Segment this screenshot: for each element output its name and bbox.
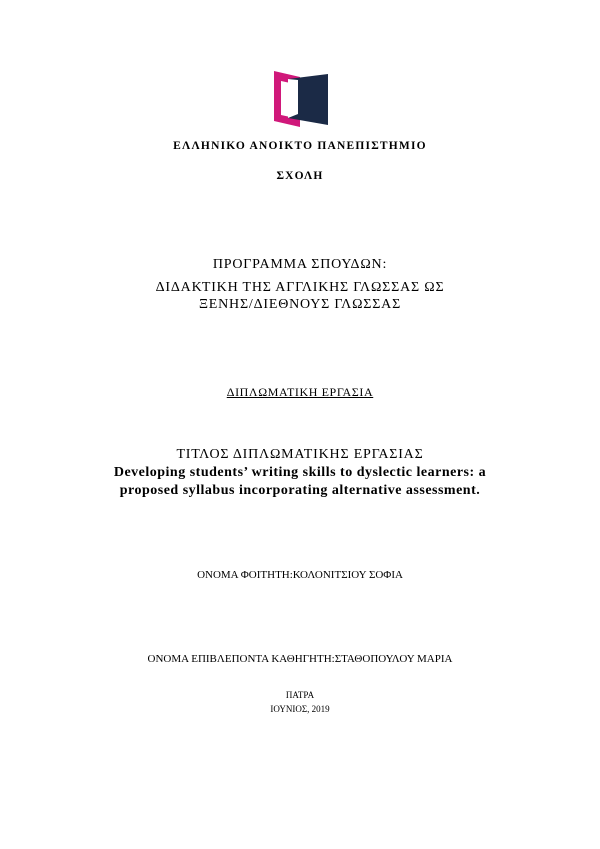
date: ΙΟΥΝΙΟΣ, 2019: [270, 704, 330, 714]
open-book-logo-icon: [274, 71, 328, 127]
thesis-label: ΔΙΠΛΩΜΑΤΙΚΗ ΕΡΓΑΣΙΑ: [226, 385, 374, 399]
program-name-line-2: ΞΕΝΗΣ/ΔΙΕΘΝΟΥΣ ΓΛΩΣΣΑΣ: [198, 297, 402, 312]
logo-white-strip: [288, 79, 298, 118]
program-heading: ΠΡΟΓΡΑΜΜΑ ΣΠΟΥΔΩΝ:: [212, 257, 388, 272]
thesis-title-line-2: proposed syllabus incorporating alternative assessment.: [119, 483, 481, 498]
school-name: ΣΧΟΛΗ: [276, 170, 324, 182]
student-name: ΟΝΟΜΑ ΦΟΙΤΗΤΗ:ΚΟΛΟΝΙΤΣΙΟΥ ΣΟΦΙΑ: [197, 569, 403, 581]
thesis-title-line-1: Developing students’ writing skills to dyslectic learners: a: [113, 465, 487, 480]
thesis-title-label: ΤΙΤΛΟΣ ΔΙΠΛΩΜΑΤΙΚΗΣ ΕΡΓΑΣΙΑΣ: [176, 447, 424, 462]
city: ΠΑΤΡΑ: [285, 690, 315, 700]
university-name: ΕΛΛΗΝΙΚΟ ΑΝΟΙΚΤΟ ΠΑΝΕΠΙΣΤΗΜΙΟ: [173, 140, 427, 152]
program-name-line-1: ΔΙΔΑΚΤΙΚΗ ΤΗΣ ΑΓΓΛΙΚΗΣ ΓΛΩΣΣΑΣ ΩΣ: [155, 280, 445, 295]
supervisor-name: ΟΝΟΜΑ ΕΠΙΒΛΕΠΟΝΤΑ ΚΑΘΗΓΗΤΗ:ΣΤΑΘΟΠΟΥΛΟΥ ΜΑΡΙΑ: [147, 653, 453, 665]
